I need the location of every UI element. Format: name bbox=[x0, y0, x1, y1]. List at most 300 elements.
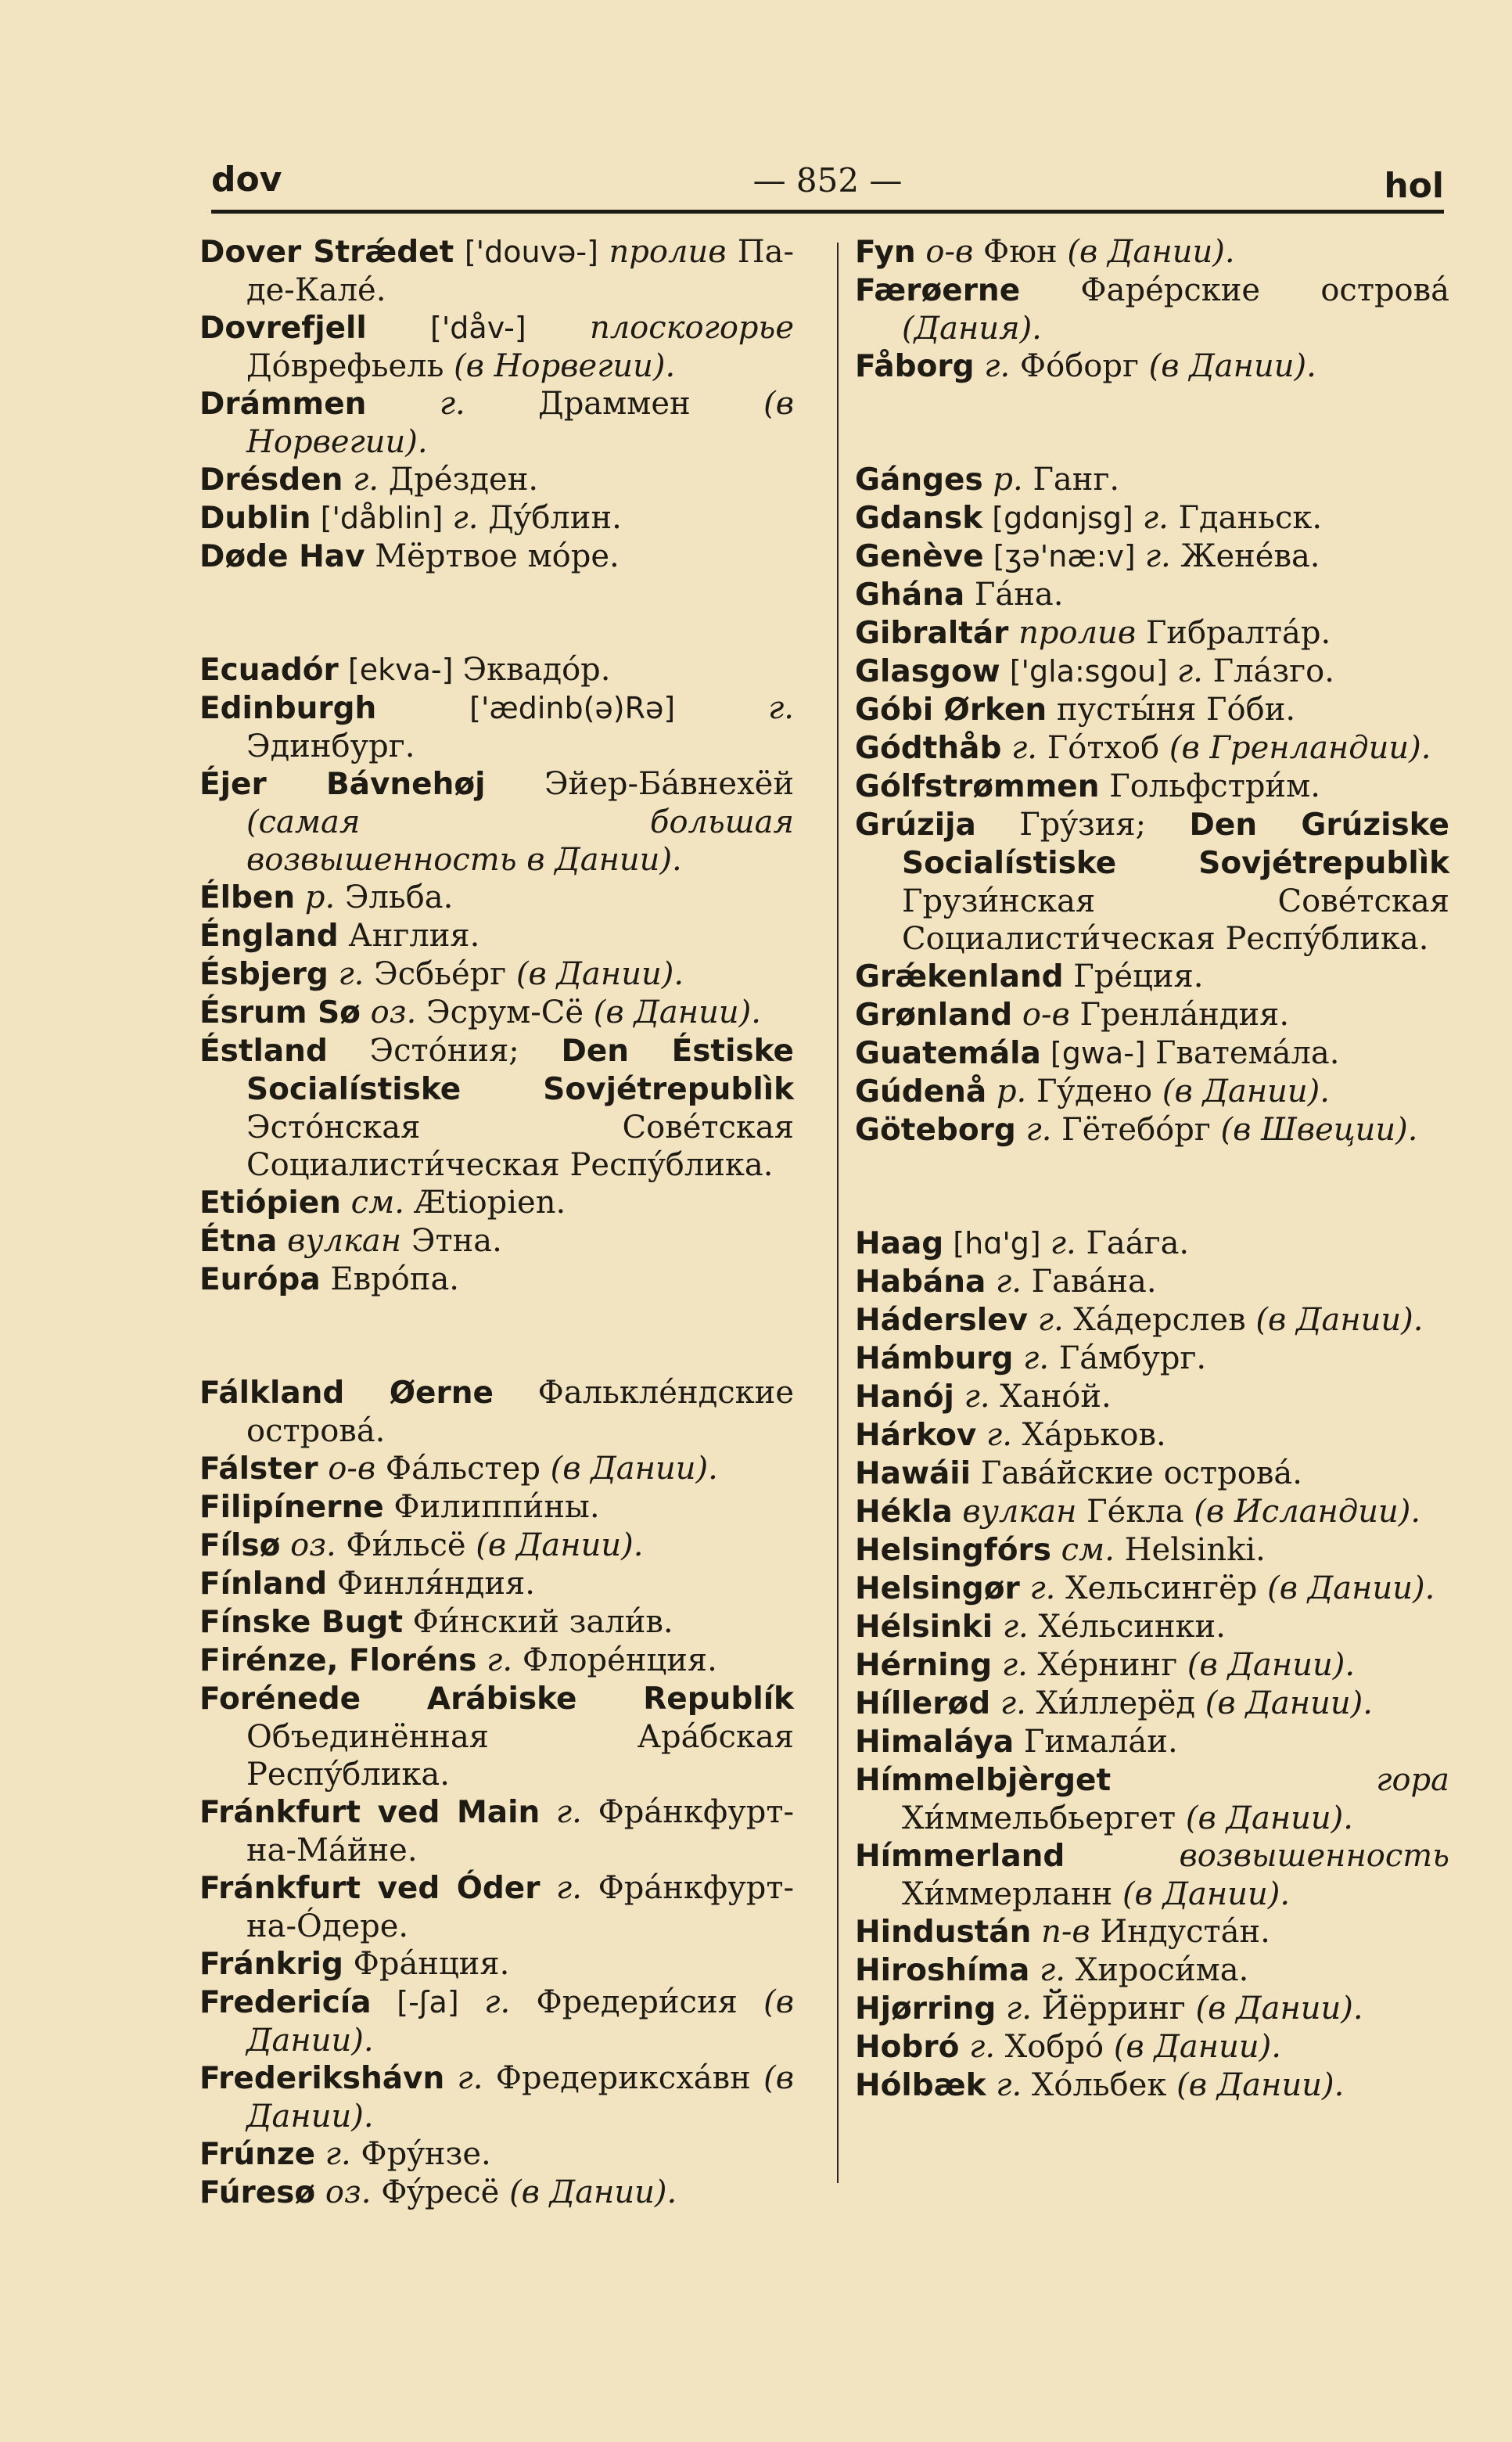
dictionary-entry bbox=[855, 1646, 1449, 1685]
entry-label: (в Дании). bbox=[1148, 348, 1316, 384]
dictionary-entry bbox=[855, 614, 1449, 653]
entry-label: р. bbox=[295, 879, 336, 915]
entry-translation: Фальклéндские островá. bbox=[246, 1375, 794, 1449]
dictionary-entry bbox=[199, 1642, 794, 1680]
dictionary-entry bbox=[199, 1261, 794, 1299]
dictionary-entry bbox=[199, 1222, 794, 1261]
page-header bbox=[211, 155, 1444, 210]
entry-headword: Habána bbox=[855, 1264, 986, 1300]
entry-headword: Hélsinki bbox=[855, 1609, 993, 1645]
dictionary-entry bbox=[199, 1527, 794, 1565]
entry-headword: Fálkland Øerne bbox=[199, 1376, 494, 1411]
entry-label: (в Дании). bbox=[1067, 234, 1235, 270]
entry-label: (в Норвегии). bbox=[246, 386, 794, 460]
dictionary-entry bbox=[855, 1225, 1449, 1263]
entry-label: г. bbox=[768, 690, 794, 726]
dictionary-entry bbox=[855, 1913, 1449, 1951]
entry-translation: Эстóнская Совéтская Социалисти́ческая Респýблика. bbox=[246, 1110, 794, 1183]
dictionary-entry bbox=[855, 272, 1449, 347]
entry-translation: Гималáи. bbox=[1014, 1724, 1178, 1760]
entry-label: оз. bbox=[315, 2174, 372, 2210]
entry-headword: Hiroshíma bbox=[855, 1953, 1030, 1988]
entry-pronunciation: [ekva-] bbox=[338, 653, 463, 687]
entry-translation: Фрýнзе. bbox=[350, 2136, 491, 2172]
dictionary-entry bbox=[855, 1493, 1449, 1531]
entry-translation: Хироси́ма. bbox=[1065, 1952, 1249, 1988]
dictionary-entry bbox=[855, 1073, 1449, 1111]
entry-label: г. bbox=[1176, 653, 1203, 689]
dictionary-entry bbox=[199, 2059, 794, 2135]
entry-translation: Фýресё bbox=[371, 2174, 510, 2210]
dictionary-entry bbox=[855, 1340, 1449, 1378]
entry-label: возвышенность bbox=[1065, 1838, 1449, 1874]
entry-headword: Fílsø bbox=[199, 1528, 281, 1563]
entry-headword: Grǽkenland bbox=[855, 959, 1064, 994]
entry-translation: Этна. bbox=[401, 1223, 502, 1259]
entry-translation: Фрáнкфурт-на-Мáйне. bbox=[246, 1794, 794, 1868]
entry-translation: Глáзго. bbox=[1202, 653, 1334, 689]
entry-headword: Hjørring bbox=[855, 1991, 997, 2027]
entry-translation: Филиппи́ны. bbox=[383, 1489, 600, 1525]
entry-headword: Ecuadór bbox=[199, 653, 339, 688]
entry-label: г. bbox=[328, 956, 365, 992]
entry-headword: Fredericía bbox=[199, 1985, 372, 2020]
entry-label: оз. bbox=[360, 994, 417, 1030]
entry-headword: Fínske Bugt bbox=[199, 1605, 403, 1640]
entry-headword: Frúnze bbox=[199, 2137, 316, 2172]
dictionary-entry bbox=[199, 1945, 794, 1983]
entry-headword: Hímmelbjèrget bbox=[855, 1763, 1112, 1798]
dictionary-entry bbox=[855, 958, 1449, 996]
entry-label: г. bbox=[1001, 730, 1038, 766]
entry-headword: Glasgow bbox=[855, 654, 1000, 689]
entry-label: п-в bbox=[1031, 1914, 1090, 1950]
entry-label: (в Дании). bbox=[1205, 1685, 1373, 1721]
entry-label: (в Дании). bbox=[1113, 2029, 1281, 2065]
entry-headword: Hindustán bbox=[855, 1915, 1032, 1950]
entry-translation: Дóврефьель bbox=[246, 348, 454, 384]
entry-label: о-в bbox=[318, 1451, 376, 1487]
dictionary-entry bbox=[855, 1990, 1449, 2028]
entry-label: г. bbox=[484, 1984, 511, 2020]
dictionary-entry bbox=[199, 651, 794, 689]
dictionary-entry bbox=[855, 806, 1449, 958]
entry-headword: Hobró bbox=[855, 2030, 960, 2065]
entry-label: г. bbox=[992, 1647, 1028, 1683]
entry-translation: Финля́ндия. bbox=[327, 1566, 535, 1602]
entry-label: г. bbox=[993, 1609, 1029, 1645]
entry-headword: Haag bbox=[855, 1226, 944, 1261]
entry-label: вулкан bbox=[952, 1494, 1077, 1530]
entry-headword: Guatemála bbox=[855, 1036, 1041, 1071]
dictionary-entry bbox=[199, 879, 794, 917]
entry-headword: Hérning bbox=[855, 1648, 993, 1683]
entry-label: г. bbox=[476, 1642, 513, 1678]
entry-label: (в Дании). bbox=[550, 1451, 718, 1487]
entry-headword: Fåborg bbox=[855, 349, 975, 384]
dictionary-entry bbox=[199, 2174, 794, 2212]
entry-label: г. bbox=[1013, 1340, 1050, 1376]
dictionary-entry bbox=[855, 1263, 1449, 1301]
entry-translation: Хáдерслев bbox=[1063, 1302, 1256, 1338]
entry-translation: Хи́ммерланн bbox=[902, 1876, 1122, 1912]
entry-label: г. bbox=[976, 1417, 1012, 1453]
dictionary-entry bbox=[199, 1488, 794, 1527]
entry-headword: Élben bbox=[199, 880, 296, 915]
dictionary-entry bbox=[855, 691, 1449, 729]
dictionary-entry bbox=[855, 347, 1449, 386]
entry-translation: Хобрó bbox=[995, 2029, 1114, 2065]
entry-translation: Гватемáла. bbox=[1155, 1035, 1340, 1071]
entry-label: (в Дании). bbox=[1267, 1570, 1435, 1606]
entry-translation: Фрáнция. bbox=[343, 1946, 510, 1982]
dictionary-entry bbox=[855, 729, 1449, 768]
dictionary-entry bbox=[855, 1570, 1449, 1608]
entry-headword: Firénze, Floréns bbox=[199, 1643, 477, 1678]
entry-headword: Helsingør bbox=[855, 1571, 1020, 1606]
entry-headword: Hékla bbox=[855, 1494, 953, 1530]
header-rule bbox=[211, 210, 1444, 214]
entry-label: (в Дании). bbox=[246, 2060, 794, 2135]
entry-label: (в Дании). bbox=[476, 1527, 644, 1563]
entry-headword: Éstland bbox=[199, 1034, 328, 1069]
entry-label: гора bbox=[1111, 1762, 1449, 1798]
entry-translation: Эсбьéрг bbox=[364, 956, 516, 992]
dictionary-entry bbox=[199, 2135, 794, 2174]
entry-headword: Dublin bbox=[199, 501, 311, 536]
entry-translation: Хéльсинки. bbox=[1028, 1609, 1226, 1645]
dictionary-entry bbox=[855, 1608, 1449, 1646]
entry-headword: Grønland bbox=[855, 998, 1013, 1033]
entry-translation: Хи́ммельбьергет bbox=[902, 1800, 1186, 1836]
entry-headword: Hólbæk bbox=[855, 2068, 986, 2103]
entry-translation: Гýдено bbox=[1026, 1074, 1162, 1110]
entry-label: р. bbox=[982, 462, 1023, 498]
dictionary-entry bbox=[855, 1034, 1449, 1073]
entry-label: (Дания). bbox=[902, 311, 1042, 347]
entry-translation: Гóтхоб bbox=[1037, 730, 1169, 766]
entry-pronunciation: [gwa-] bbox=[1040, 1036, 1155, 1070]
dictionary-entry bbox=[855, 1111, 1449, 1149]
entry-headword: Fránkfurt ved Main bbox=[199, 1795, 541, 1830]
entry-translation: Еврóпа. bbox=[320, 1261, 460, 1297]
entry-translation: Эстóния; bbox=[327, 1033, 562, 1069]
dictionary-entry bbox=[199, 538, 794, 576]
entry-label: (в Дании). bbox=[1122, 1876, 1291, 1912]
entry-headword: Híllerød bbox=[855, 1686, 991, 1721]
entry-headword: Hámburg bbox=[855, 1341, 1014, 1376]
entry-translation: Па-де-Калé. bbox=[246, 234, 794, 308]
entry-pronunciation: ['ædinb(ə)Rə] bbox=[376, 691, 769, 725]
entry-translation: Эдинбург. bbox=[246, 728, 415, 764]
entry-headword: Genève bbox=[855, 539, 984, 574]
entry-pronunciation: [-ʃa] bbox=[371, 1985, 485, 2019]
entry-label: (в Швеции). bbox=[1220, 1112, 1418, 1148]
entry-label: г. bbox=[1029, 1952, 1065, 1988]
dictionary-entry bbox=[199, 917, 794, 955]
entry-label: г. bbox=[959, 2029, 996, 2065]
entry-translation: Хóльбек bbox=[1022, 2067, 1177, 2103]
entry-headword: Éjer Bávnehøj bbox=[199, 767, 486, 802]
entry-headword: Gólfstrømmen bbox=[855, 769, 1100, 804]
dictionary-entry bbox=[199, 309, 794, 385]
entry-headword: Døde Hav bbox=[199, 539, 365, 574]
entry-headword: Éngland bbox=[199, 919, 339, 954]
entry-label: г. bbox=[1028, 1302, 1064, 1338]
entry-translation: Грузи́нская Совéтская Социалисти́ческая Респýблика. bbox=[902, 883, 1449, 957]
entry-translation: Дýблин. bbox=[478, 500, 622, 536]
entry-label: г. bbox=[986, 2067, 1022, 2103]
dictionary-entry bbox=[855, 1761, 1449, 1837]
entry-label: (в Дании). bbox=[1176, 2067, 1345, 2103]
dictionary-entry bbox=[199, 994, 794, 1032]
entry-label: р. bbox=[986, 1074, 1027, 1110]
entry-headword: Dovrefjell bbox=[199, 311, 367, 346]
header-right-guide-word: hol bbox=[1384, 166, 1444, 206]
entry-pronunciation: ['dåv-] bbox=[366, 311, 590, 345]
dictionary-entry bbox=[855, 1723, 1449, 1761]
entry-translation: Фредериксхáвн bbox=[483, 2060, 764, 2096]
entry-label: г. bbox=[974, 348, 1011, 384]
entry-label: (в Дании). bbox=[1195, 1991, 1363, 2027]
entry-headword: Gdansk bbox=[855, 501, 983, 536]
entry-headword: Frederikshávn bbox=[199, 2061, 445, 2096]
dictionary-entry bbox=[855, 1531, 1449, 1570]
entry-label: г. bbox=[1050, 1225, 1076, 1261]
page-number: — 852 — bbox=[752, 161, 903, 200]
entry-translation: Фáльстер bbox=[375, 1451, 551, 1487]
entry-label: о-в bbox=[915, 234, 974, 270]
entry-label: вулкан bbox=[277, 1223, 402, 1259]
dictionary-entry bbox=[855, 233, 1449, 272]
dictionary-entry bbox=[199, 1793, 794, 1869]
dictionary-entry bbox=[199, 1603, 794, 1642]
entry-pronunciation: ['douvə-] bbox=[454, 235, 609, 269]
dictionary-entry bbox=[199, 1983, 794, 2059]
right-column bbox=[855, 233, 1449, 2105]
entry-headword: Európa bbox=[199, 1262, 321, 1297]
entry-headword: Góbi Ørken bbox=[855, 692, 1047, 728]
dictionary-entry bbox=[199, 461, 794, 499]
entry-label: (в Дании). bbox=[593, 994, 761, 1030]
entry-translation: пусты́ня Гóби. bbox=[1047, 692, 1296, 728]
entry-label: плоскогорье bbox=[589, 310, 794, 346]
entry-translation: Гавáна. bbox=[1021, 1264, 1157, 1300]
entry-translation: Гавáйские островá. bbox=[971, 1455, 1302, 1491]
dictionary-entry bbox=[855, 1301, 1449, 1340]
entry-translation: Хи́ллерёд bbox=[1025, 1685, 1205, 1721]
dictionary-entry bbox=[199, 1450, 794, 1488]
entry-pronunciation: [ʒə'næ:v] bbox=[983, 539, 1145, 574]
dictionary-entry bbox=[855, 1455, 1449, 1493]
entry-translation: Гётебóрг bbox=[1051, 1112, 1221, 1148]
entry-translation: Фи́льсё bbox=[336, 1527, 476, 1563]
entry-headword: Gúdenå bbox=[855, 1074, 987, 1110]
dictionary-entry bbox=[855, 2028, 1449, 2066]
dictionary-entry bbox=[199, 1869, 794, 1945]
entry-headword: Dover Strǽdet bbox=[199, 235, 454, 270]
entry-translation: Гренлáндия. bbox=[1069, 997, 1290, 1033]
entry-label: оз. bbox=[280, 1527, 336, 1563]
dictionary-entry bbox=[855, 996, 1449, 1034]
entry-label: о-в bbox=[1012, 997, 1070, 1033]
dictionary-entry bbox=[855, 1837, 1449, 1913]
entry-headword: Færøerne bbox=[855, 273, 1021, 308]
dictionary-entry bbox=[199, 689, 794, 765]
entry-label: (в Дании). bbox=[1255, 1302, 1424, 1338]
entry-headword: Fúresø bbox=[199, 2175, 316, 2210]
entry-headword: Fálster bbox=[199, 1451, 318, 1487]
entry-translation: Эльба. bbox=[335, 879, 454, 915]
entry-headword: Helsingfórs bbox=[855, 1533, 1051, 1568]
entry-label: г. bbox=[444, 2060, 483, 2096]
entry-label: г. bbox=[996, 1991, 1032, 2027]
entry-label: г. bbox=[1019, 1570, 1056, 1606]
dictionary-entry bbox=[855, 538, 1449, 576]
dictionary-entry bbox=[199, 233, 794, 309]
entry-headword: Ésbjerg bbox=[199, 957, 329, 992]
entry-headword: Den Éstiske Socialístiske Sovjétrepublìk bbox=[246, 1034, 794, 1107]
entry-translation: Эйер-Бáвнехёй bbox=[485, 766, 794, 802]
entry-translation: Женéва. bbox=[1170, 538, 1320, 574]
entry-headword: Filipínerne bbox=[199, 1490, 384, 1525]
entry-translation: Грýзия; bbox=[975, 807, 1190, 843]
entry-headword: Den Grúziske Socialístiske Sovjétrepublìk bbox=[902, 807, 1450, 881]
entry-label: г. bbox=[343, 462, 379, 498]
entry-translation: Гаáга. bbox=[1076, 1225, 1190, 1261]
entry-label: (в Дании). bbox=[515, 956, 684, 992]
dictionary-entry bbox=[199, 955, 794, 994]
entry-pronunciation: [gdɑnjsg] bbox=[982, 501, 1143, 535]
dictionary-entry bbox=[199, 765, 794, 879]
entry-translation: Гданьск. bbox=[1168, 500, 1323, 536]
entry-headword: Drámmen bbox=[199, 387, 367, 422]
dictionary-entry bbox=[855, 499, 1449, 538]
entry-headword: Drésden bbox=[199, 462, 343, 498]
left-column bbox=[199, 233, 794, 2212]
entry-headword: Fránkfurt ved Óder bbox=[199, 1871, 541, 1906]
entry-headword: Fyn bbox=[855, 235, 916, 270]
entry-headword: Grúzija bbox=[855, 807, 976, 843]
dictionary-entry bbox=[199, 1032, 794, 1184]
entry-translation: Фредери́сия bbox=[510, 1984, 764, 2020]
entry-headword: Étna bbox=[199, 1224, 278, 1259]
dictionary-entry bbox=[199, 385, 794, 461]
entry-label: (в Гренландии). bbox=[1169, 730, 1431, 766]
entry-translation: Мёртвое мóре. bbox=[365, 538, 620, 574]
entry-headword: Hawáii bbox=[855, 1456, 971, 1491]
entry-translation: Фюн bbox=[973, 234, 1068, 270]
entry-headword: Fránkrig bbox=[199, 1947, 343, 1982]
entry-headword: Hárkov bbox=[855, 1418, 977, 1453]
entry-translation: Ætiopien. bbox=[404, 1185, 566, 1221]
entry-headword: Háderslev bbox=[855, 1303, 1029, 1338]
entry-headword: Ésrum Sø bbox=[199, 995, 361, 1030]
entry-translation: Фи́нский зали́в. bbox=[402, 1604, 673, 1640]
entry-translation: Индустáн. bbox=[1090, 1914, 1270, 1950]
entry-label: г. bbox=[1144, 538, 1171, 574]
entry-label: (в Исландии). bbox=[1194, 1494, 1421, 1530]
entry-translation: Эсрум-Сё bbox=[416, 994, 594, 1030]
entry-label: г. bbox=[1142, 500, 1169, 536]
entry-translation: Гáмбург. bbox=[1049, 1340, 1207, 1376]
header-left-guide-word: dov bbox=[211, 160, 282, 200]
entry-pronunciation: [hɑ'g] bbox=[943, 1226, 1050, 1261]
dictionary-entry bbox=[855, 2066, 1449, 2105]
entry-translation: Гáна. bbox=[964, 577, 1064, 613]
entry-label: пролив bbox=[609, 234, 727, 270]
entry-headword: Gánges bbox=[855, 462, 983, 498]
entry-label: пролив bbox=[1008, 615, 1137, 651]
dictionary-entry bbox=[855, 576, 1449, 614]
entry-headword: Fínland bbox=[199, 1566, 328, 1602]
dictionary-entry bbox=[199, 1374, 794, 1450]
entry-pronunciation: ['gla:sgou] bbox=[1000, 654, 1177, 689]
entry-label: (в Норвегии). bbox=[454, 348, 676, 384]
dictionary-entry bbox=[855, 1951, 1449, 1990]
entry-label: г. bbox=[1015, 1112, 1052, 1148]
entry-translation: Объединённая Арáбская Респýблика. bbox=[246, 1719, 794, 1793]
entry-translation: Гибралтáр. bbox=[1136, 615, 1331, 651]
entry-translation: Ханóй. bbox=[989, 1379, 1112, 1415]
entry-pronunciation: ['dåblin] bbox=[311, 501, 453, 535]
entry-translation: Дрéзден. bbox=[379, 462, 539, 498]
entry-label: см. bbox=[1050, 1532, 1115, 1568]
entry-headword: Gódthåb bbox=[855, 731, 1002, 766]
entry-label: г. bbox=[452, 500, 479, 536]
entry-translation: Хельсингёр bbox=[1055, 1570, 1268, 1606]
entry-headword: Ghána bbox=[855, 577, 965, 613]
dictionary-entry bbox=[855, 1416, 1449, 1455]
entry-translation: Драммен bbox=[465, 386, 764, 422]
entry-label: (самая большая возвышенность в Дании). bbox=[246, 804, 794, 878]
entry-translation: Helsinki. bbox=[1114, 1532, 1266, 1568]
entry-translation: Фрáнкфурт-на-Óдере. bbox=[246, 1870, 794, 1944]
entry-headword: Gibraltár bbox=[855, 616, 1009, 651]
entry-label: г. bbox=[366, 386, 465, 422]
entry-headword: Edinburgh bbox=[199, 691, 377, 726]
dictionary-entry bbox=[199, 499, 794, 538]
entry-label: (в Дании). bbox=[246, 1984, 794, 2059]
entry-translation: Гéкла bbox=[1076, 1494, 1194, 1530]
dictionary-entry bbox=[199, 1680, 794, 1793]
entry-label: г. bbox=[315, 2136, 351, 2172]
entry-label: (в Дании). bbox=[1162, 1074, 1331, 1110]
entry-translation: Эквадóр. bbox=[462, 652, 611, 688]
entry-translation: Фарéрские островá bbox=[1020, 272, 1449, 308]
entry-translation: Ганг. bbox=[1022, 462, 1120, 498]
entry-headword: Hanój bbox=[855, 1379, 954, 1415]
entry-translation: Англия. bbox=[338, 918, 480, 954]
entry-label: (в Дании). bbox=[1187, 1647, 1356, 1683]
entry-label: (в Дании). bbox=[509, 2174, 677, 2210]
entry-translation: Грéция. bbox=[1063, 958, 1204, 994]
entry-label: г. bbox=[986, 1264, 1022, 1300]
entry-label: (в Дании). bbox=[1185, 1800, 1354, 1836]
entry-translation: Флорéнция. bbox=[512, 1642, 717, 1678]
dictionary-entry bbox=[855, 1378, 1449, 1416]
entry-translation: Йёрринг bbox=[1031, 1991, 1196, 2027]
dictionary-entry bbox=[855, 461, 1449, 499]
dictionary-entry bbox=[855, 1685, 1449, 1723]
entry-headword: Etiópien bbox=[199, 1185, 341, 1221]
dictionary-entry bbox=[199, 1565, 794, 1603]
entry-translation: Гольфстри́м. bbox=[1099, 768, 1320, 804]
entry-translation: Хáрьков. bbox=[1011, 1417, 1166, 1453]
entry-headword: Himaláya bbox=[855, 1725, 1015, 1760]
entry-label: г. bbox=[540, 1870, 582, 1906]
column-divider bbox=[837, 243, 839, 2183]
